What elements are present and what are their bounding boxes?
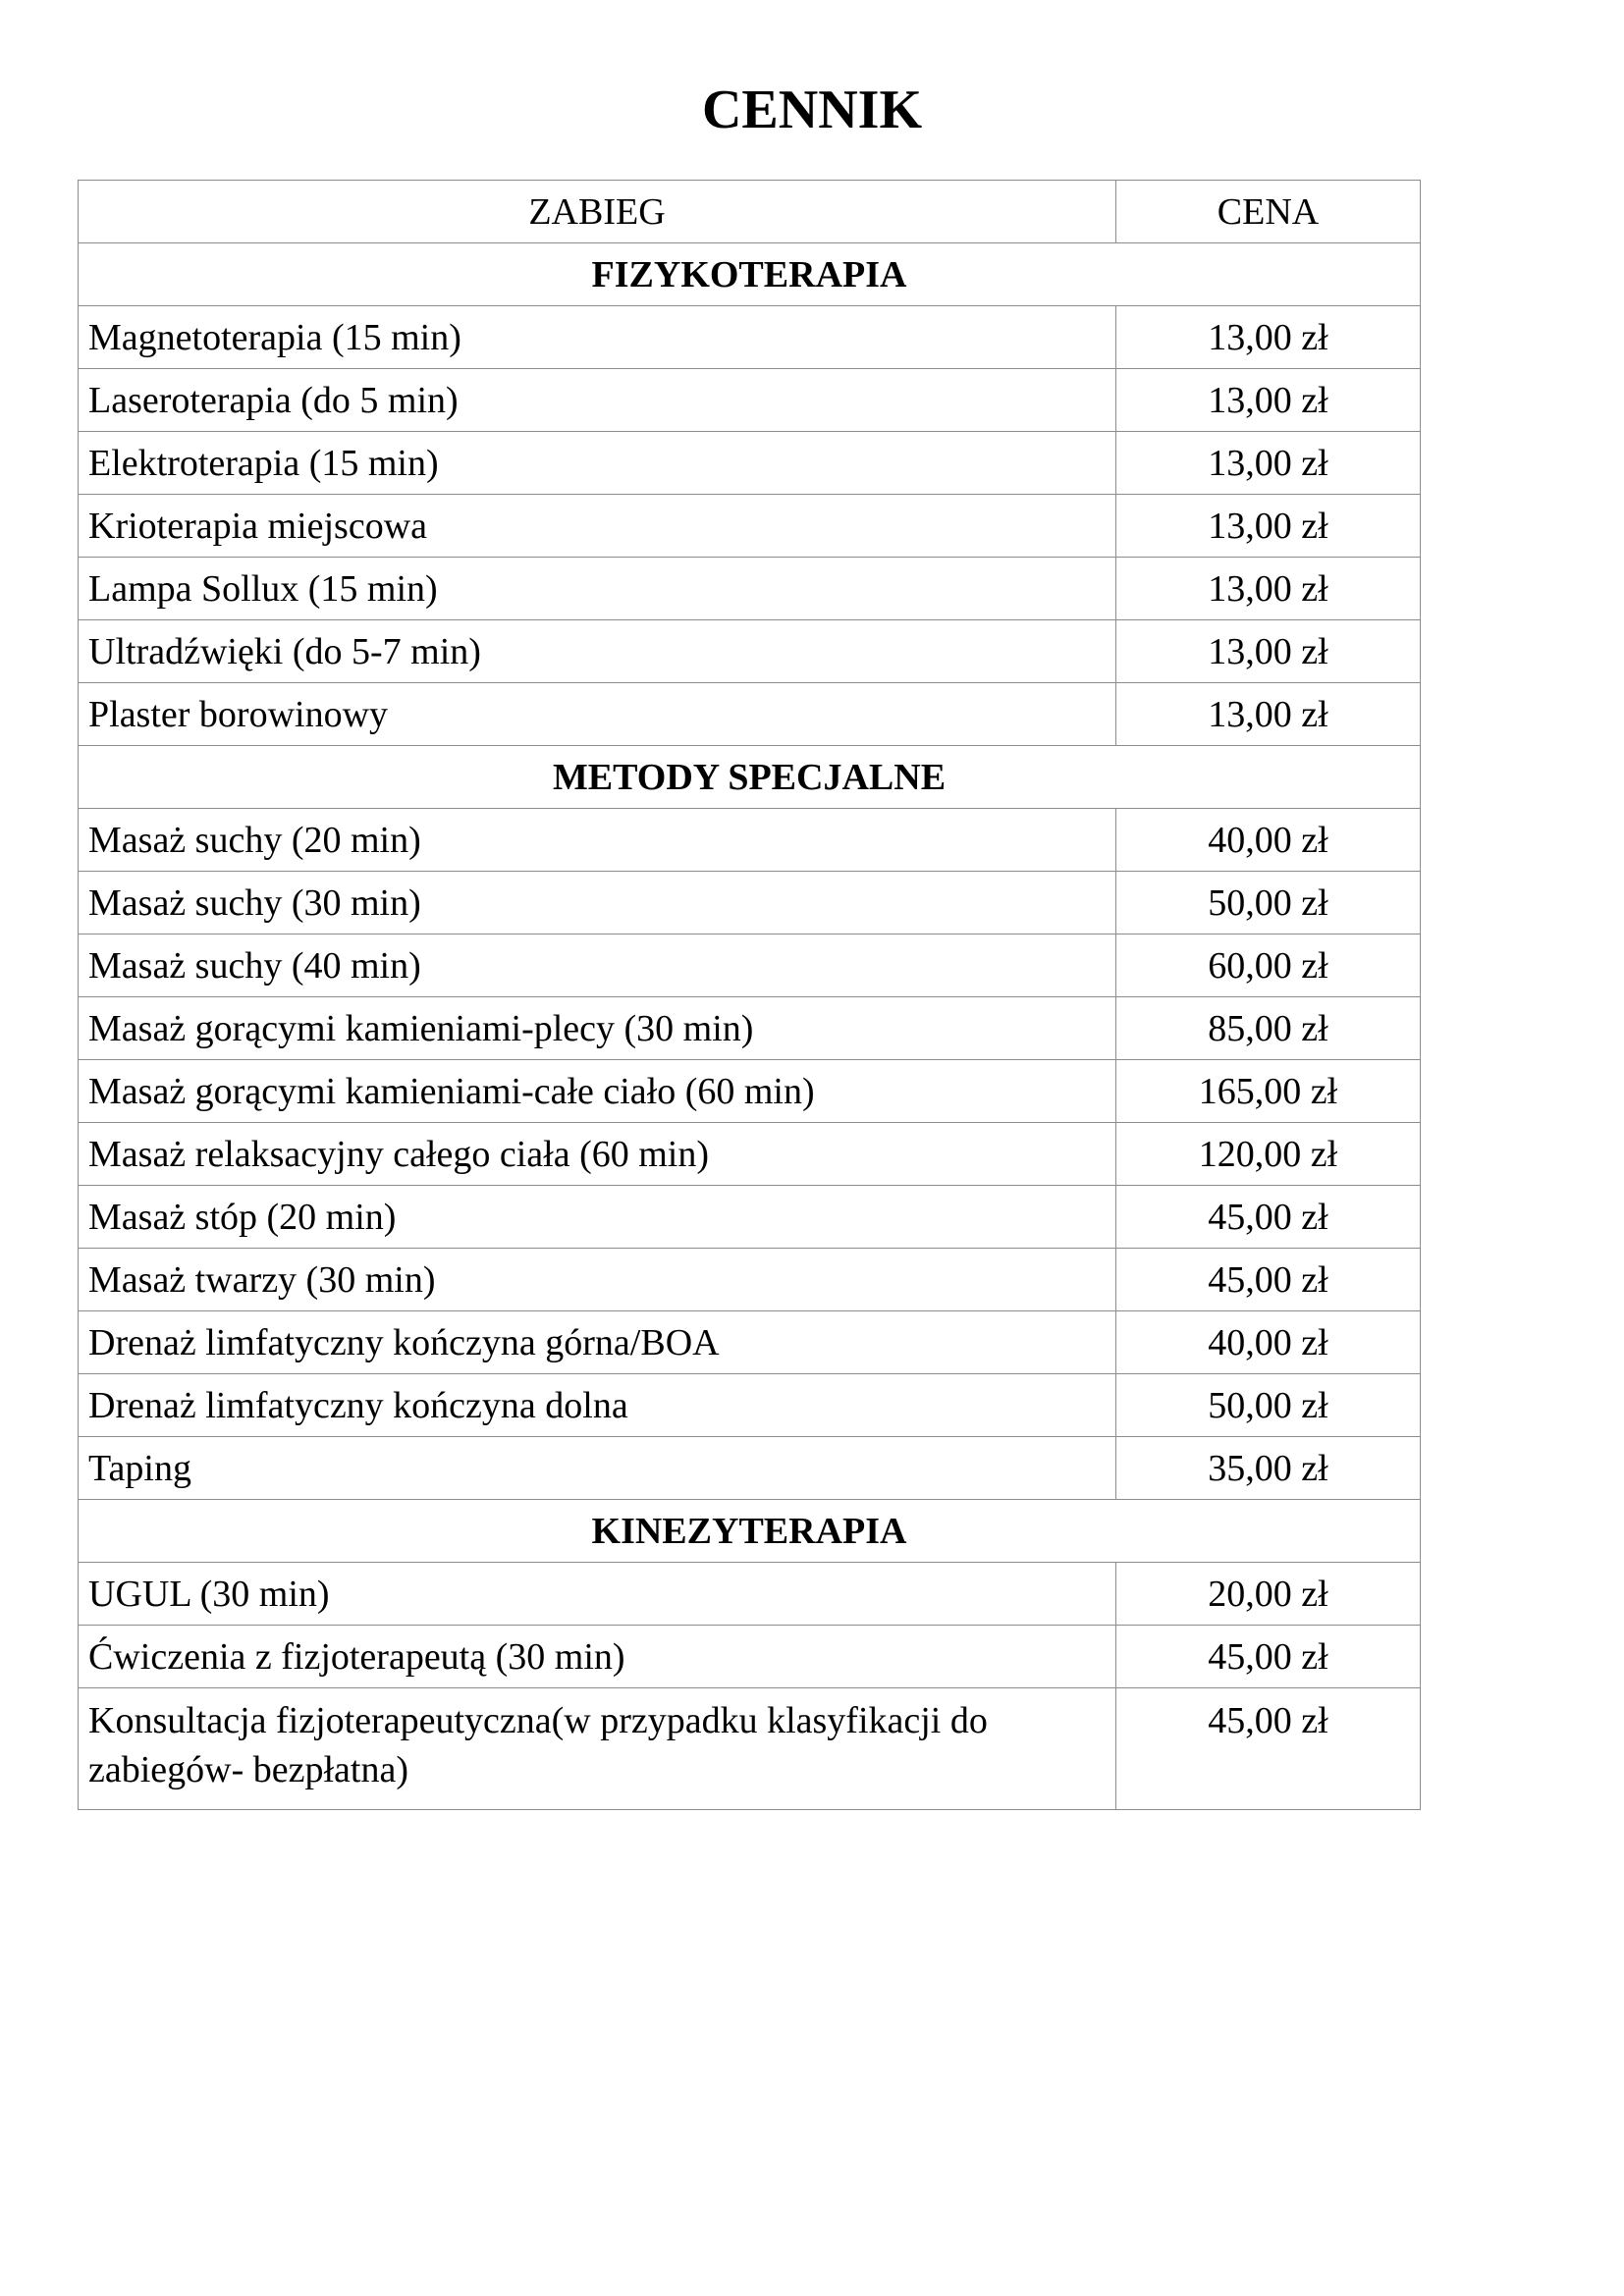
treatment-name: Masaż suchy (30 min) [79, 872, 1116, 934]
table-row [79, 620, 1421, 683]
table-row [79, 809, 1421, 872]
treatment-price: 45,00 zł [1116, 1626, 1421, 1688]
treatment-price: 165,00 zł [1116, 1060, 1421, 1123]
treatment-price: 45,00 zł [1116, 1688, 1421, 1810]
treatment-name: Lampa Sollux (15 min) [79, 558, 1116, 620]
treatment-price: 45,00 zł [1116, 1186, 1421, 1249]
price-table-body [79, 181, 1421, 1810]
section-row [79, 746, 1421, 809]
section-heading: FIZYKOTERAPIA [79, 243, 1421, 306]
treatment-price: 13,00 zł [1116, 620, 1421, 683]
treatment-name: Masaż gorącymi kamieniami-plecy (30 min) [79, 997, 1116, 1060]
section-row [79, 243, 1421, 306]
table-row [79, 1311, 1421, 1374]
treatment-name: Krioterapia miejscowa [79, 495, 1116, 558]
treatment-name: Magnetoterapia (15 min) [79, 306, 1116, 369]
section-heading: METODY SPECJALNE [79, 746, 1421, 809]
treatment-price: 50,00 zł [1116, 1374, 1421, 1437]
treatment-price: 85,00 zł [1116, 997, 1421, 1060]
treatment-price: 13,00 zł [1116, 495, 1421, 558]
table-row [79, 1626, 1421, 1688]
treatment-name: Masaż twarzy (30 min) [79, 1249, 1116, 1311]
table-header-row [79, 181, 1421, 243]
treatment-price: 60,00 zł [1116, 934, 1421, 997]
treatment-price: 13,00 zł [1116, 369, 1421, 432]
table-row [79, 1123, 1421, 1186]
treatment-price: 120,00 zł [1116, 1123, 1421, 1186]
table-row [79, 306, 1421, 369]
table-row [79, 1186, 1421, 1249]
table-row [79, 997, 1421, 1060]
page-title: CENNIK [701, 80, 923, 140]
treatment-price: 50,00 zł [1116, 872, 1421, 934]
treatment-name: Masaż gorącymi kamieniami-całe ciało (60 min) [79, 1060, 1116, 1123]
table-row [79, 558, 1421, 620]
table-row [79, 683, 1421, 746]
treatment-name: Drenaż limfatyczny kończyna górna/BOA [79, 1311, 1116, 1374]
treatment-price: 40,00 zł [1116, 1311, 1421, 1374]
treatment-name: Laseroterapia (do 5 min) [79, 369, 1116, 432]
table-row [79, 1060, 1421, 1123]
table-row [79, 495, 1421, 558]
treatment-price: 20,00 zł [1116, 1563, 1421, 1626]
treatment-name: Masaż stóp (20 min) [79, 1186, 1116, 1249]
section-row [79, 1500, 1421, 1563]
treatment-price: 13,00 zł [1116, 306, 1421, 369]
price-table [78, 180, 1421, 1810]
table-row [79, 1437, 1421, 1500]
treatment-name: UGUL (30 min) [79, 1563, 1116, 1626]
table-row [79, 1249, 1421, 1311]
treatment-name: Taping [79, 1437, 1116, 1500]
section-heading: KINEZYTERAPIA [79, 1500, 1421, 1563]
treatment-name: Elektroterapia (15 min) [79, 432, 1116, 495]
treatment-name: Ultradźwięki (do 5-7 min) [79, 620, 1116, 683]
table-row [79, 1688, 1421, 1810]
treatment-name: Masaż suchy (40 min) [79, 934, 1116, 997]
treatment-price: 35,00 zł [1116, 1437, 1421, 1500]
treatment-name: Konsultacja fizjoterapeutyczna(w przypadku klasyfikacji do zabiegów- bezpłatna) [79, 1688, 1116, 1810]
table-row [79, 872, 1421, 934]
treatment-name: Ćwiczenia z fizjoterapeutą (30 min) [79, 1626, 1116, 1688]
treatment-name: Masaż relaksacyjny całego ciała (60 min) [79, 1123, 1116, 1186]
column-header-treatment: ZABIEG [79, 181, 1116, 243]
treatment-name: Masaż suchy (20 min) [79, 809, 1116, 872]
table-row [79, 369, 1421, 432]
treatment-name: Plaster borowinowy [79, 683, 1116, 746]
treatment-price: 13,00 zł [1116, 432, 1421, 495]
treatment-name: Drenaż limfatyczny kończyna dolna [79, 1374, 1116, 1437]
table-row [79, 934, 1421, 997]
treatment-price: 13,00 zł [1116, 683, 1421, 746]
treatment-price: 40,00 zł [1116, 809, 1421, 872]
table-row [79, 432, 1421, 495]
table-row [79, 1374, 1421, 1437]
treatment-price: 45,00 zł [1116, 1249, 1421, 1311]
column-header-price: CENA [1116, 181, 1421, 243]
table-row [79, 1563, 1421, 1626]
treatment-price: 13,00 zł [1116, 558, 1421, 620]
